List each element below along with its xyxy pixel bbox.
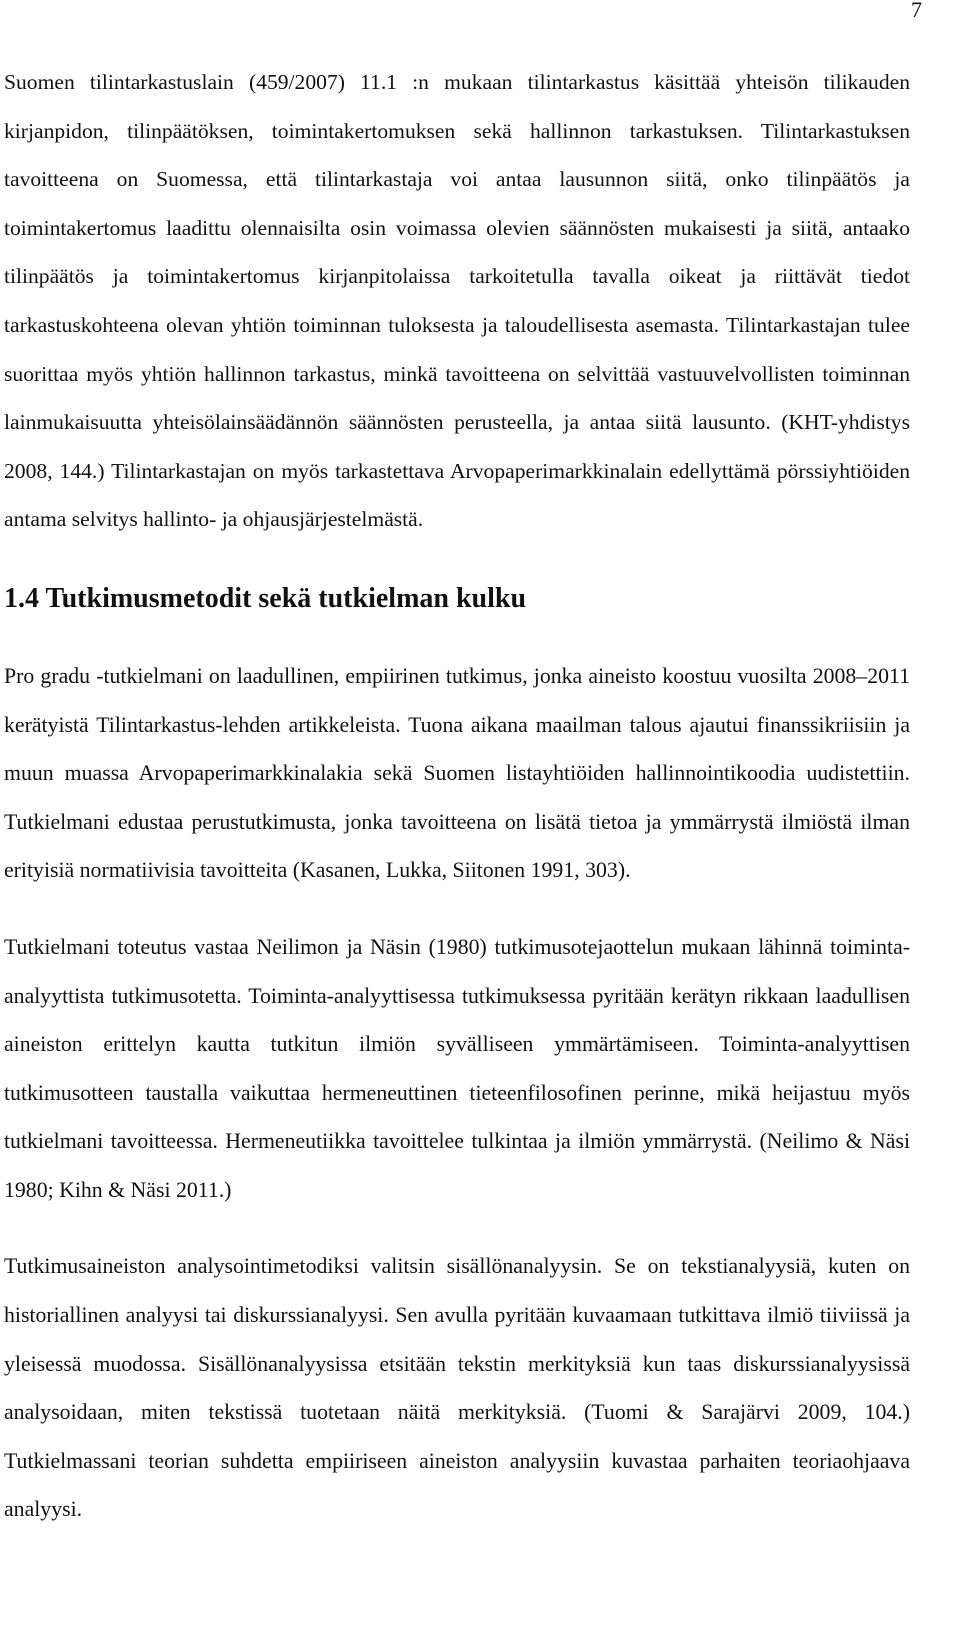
paragraph-intro: Suomen tilintarkastuslain (459/2007) 11.1 :n mukaan tilintarkastus käsittää yhteisön tilikauden kirjanpidon, tilinpäätöksen, toimintakertomuksen sekä hallinnon tarkastuksen. Tilintarkastuksen tavoitteena on Suomessa, että tilintarkastaja voi antaa lausunnon siitä, onko tilinpäätös ja toimintakertomus laadittu olennaisilta osin voimassa olevien säännösten mukaisesti ja siitä, antaako tilinpäätös ja toimintakertomus kirjanpitolaissa tarkoitetulla tavalla oikeat ja riittävät tiedot tarkastuskohteena olevan yhtiön toiminnan tuloksesta ja taloudellisesta asemasta. Tilintarkastajan tulee suorittaa myös yhtiön hallinnon tarkastus, minkä tavoitteena on selvittää vastuuvelvollisten toiminnan lainmukaisuutta yhteisölainsäädännön säännösten perusteella, ja antaa siitä lausunto. (KHT-yhdistys 2008, 144.) Tilintarkastajan on myös tarkastettava Arvopaperimarkkinalain edellyttämä pörssiyhtiöiden antama selvitys hallinto- ja ohjausjärjestelmästä. bbox=[4, 70, 910, 532]
section-heading: 1.4 Tutkimusmetodit sekä tutkielman kulku bbox=[4, 582, 527, 614]
document-body bbox=[4, 58, 910, 1534]
paragraph-analysis: Tutkimusaineiston analysointimetodiksi valitsin sisällönanalyysin. Se on tekstianalyysiä, kuten on historiallinen analyysi tai diskurssianalyysi. Sen avulla pyritään kuvaamaan tutkittava ilmiö tiiviissä ja yleisessä muodossa. Sisällönanalyysissa etsitään tekstin merkityksiä kun taas diskurssianalyysissä analysoidaan, miten tekstissä tuotetaan näitä merkityksiä. (Tuomi & Sarajärvi 2009, 104.) Tutkielmassani teorian suhdetta empiiriseen aineiston analyysiin kuvastaa parhaiten teoriaohjaava analyysi. bbox=[4, 1254, 910, 1522]
paragraph-approach: Tutkielmani toteutus vastaa Neilimon ja Näsin (1980) tutkimusotejaottelun mukaan lähinnä toiminta-analyyttista tutkimusotetta. Toiminta-analyyttisessa tutkimuksessa pyritään kerätyn rikkaan laadullisen aineiston erittelyn kautta tutkitun ilmiön syvälliseen ymmärtämiseen. Toiminta-analyyttisen tutkimusotteen taustalla vaikuttaa hermeneuttinen tieteenfilosofinen perinne, mikä heijastuu myös tutkielmani tavoitteessa. Hermeneutiikka tavoittelee tulkintaa ja ilmiön ymmärrystä. (Neilimo & Näsi 1980; Kihn & Näsi 2011.) bbox=[4, 934, 910, 1202]
page-number: 7 bbox=[911, 0, 922, 22]
paragraph-methods: Pro gradu -tutkielmani on laadullinen, empiirinen tutkimus, jonka aineisto koostuu vuosilta 2008–2011 kerätyistä Tilintarkastus-lehden artikkeleista. Tuona aikana maailman talous ajautui finanssikriisiin ja muun muassa Arvopaperimarkkinalakia sekä Suomen listayhtiöiden hallinnointikoodia uudistettiin. Tutkielmani edustaa perustutkimusta, jonka tavoitteena on lisätä tietoa ja ymmärrystä ilmiöstä ilman erityisiä normatiivisia tavoitteita (Kasanen, Lukka, Siitonen 1991, 303). bbox=[4, 663, 910, 883]
